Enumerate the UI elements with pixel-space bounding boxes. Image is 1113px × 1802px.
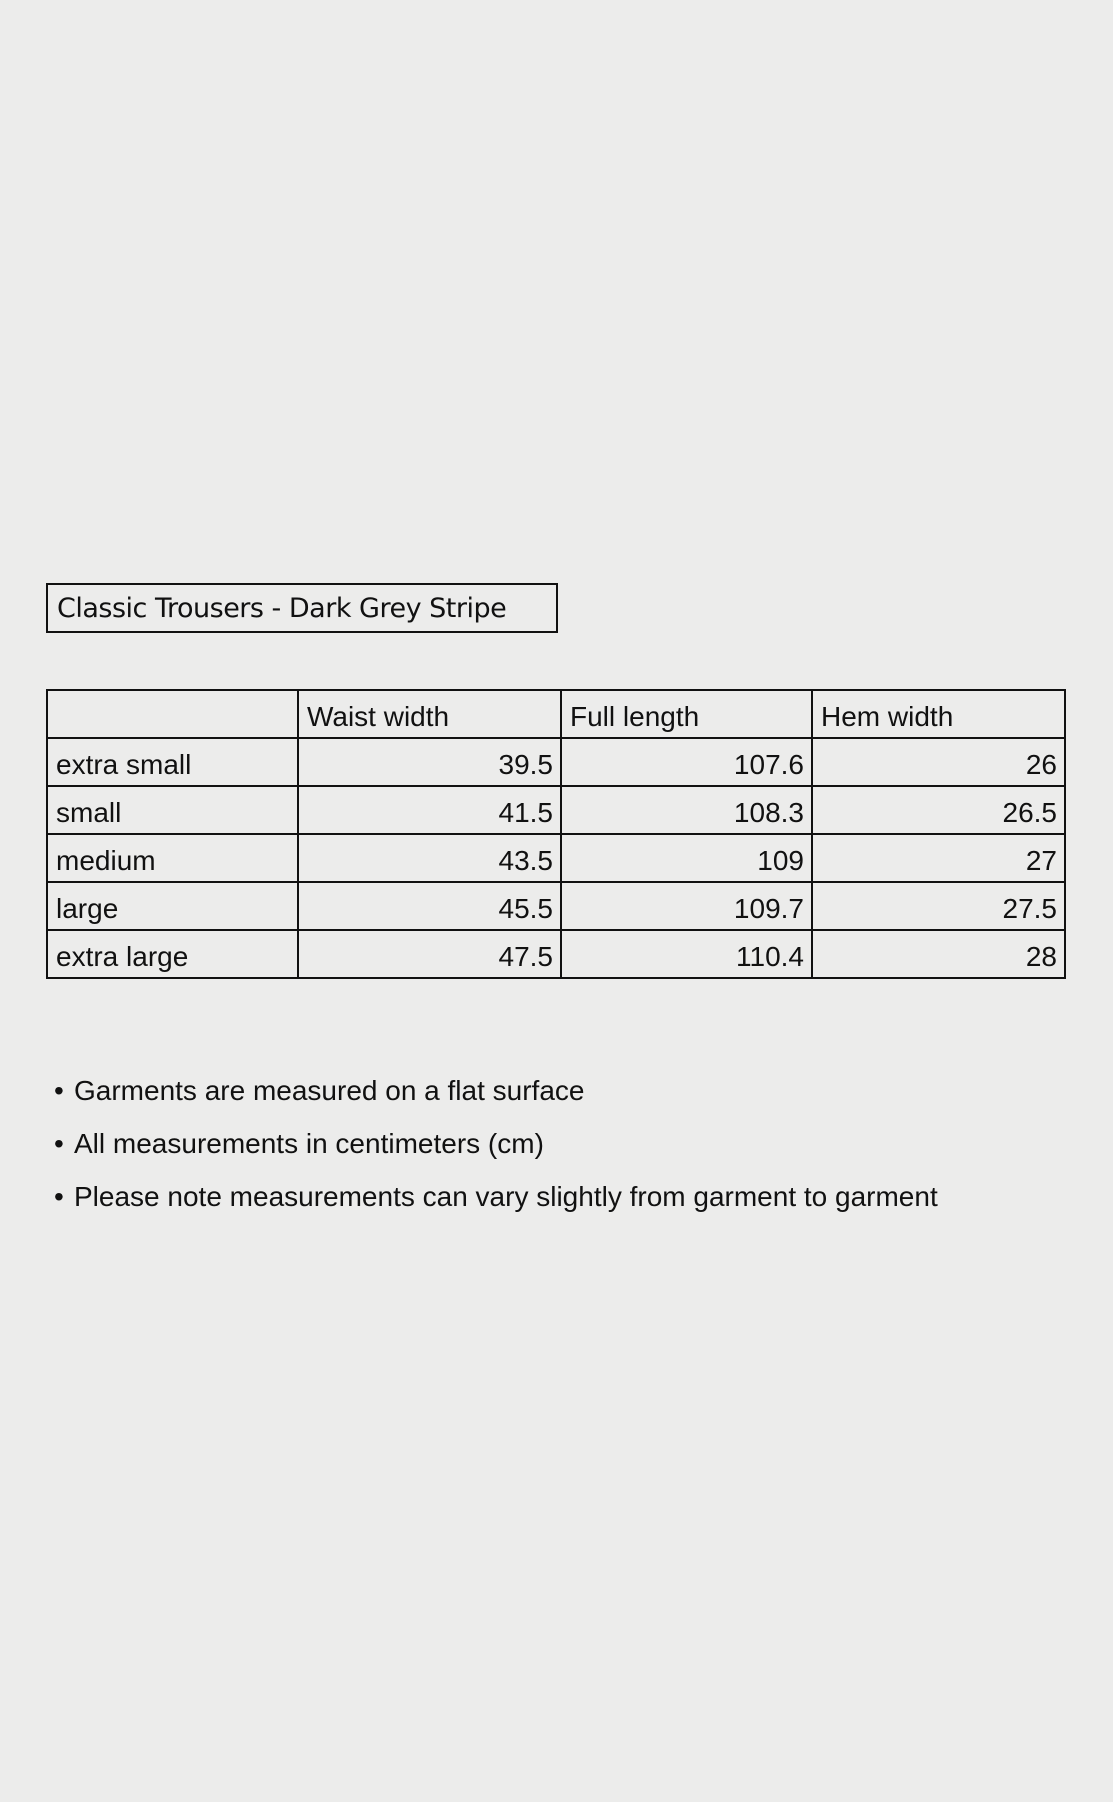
header-full-length: Full length	[561, 690, 812, 738]
bullet-icon: •	[54, 1075, 64, 1106]
table-row	[47, 786, 1065, 834]
size-label: extra small	[47, 738, 298, 786]
size-label: extra large	[47, 930, 298, 978]
hem-value: 26	[812, 738, 1065, 786]
header-waist-width: Waist width	[298, 690, 561, 738]
bullet-icon: •	[54, 1181, 64, 1212]
list-item	[54, 1066, 938, 1119]
table-row	[47, 882, 1065, 930]
header-row	[47, 690, 1065, 738]
header-hem-width: Hem width	[812, 690, 1065, 738]
note-text: Garments are measured on a flat surface	[74, 1075, 585, 1106]
hem-value: 28	[812, 930, 1065, 978]
length-value: 109	[561, 834, 812, 882]
length-value: 107.6	[561, 738, 812, 786]
measurement-notes	[54, 1066, 938, 1225]
waist-value: 45.5	[298, 882, 561, 930]
size-chart-table	[46, 689, 1066, 979]
table-row	[47, 738, 1065, 786]
size-label: small	[47, 786, 298, 834]
waist-value: 39.5	[298, 738, 561, 786]
header-size	[47, 690, 298, 738]
bullet-icon: •	[54, 1128, 64, 1159]
length-value: 108.3	[561, 786, 812, 834]
hem-value: 27	[812, 834, 1065, 882]
waist-value: 41.5	[298, 786, 561, 834]
note-text: Please note measurements can vary slightly from garment to garment	[74, 1181, 938, 1212]
size-label: large	[47, 882, 298, 930]
waist-value: 43.5	[298, 834, 561, 882]
size-label: medium	[47, 834, 298, 882]
note-text: All measurements in centimeters (cm)	[74, 1128, 544, 1159]
waist-value: 47.5	[298, 930, 561, 978]
list-item	[54, 1172, 938, 1225]
length-value: 110.4	[561, 930, 812, 978]
table-row	[47, 834, 1065, 882]
product-title: Classic Trousers - Dark Grey Stripe	[46, 583, 558, 633]
hem-value: 27.5	[812, 882, 1065, 930]
list-item	[54, 1119, 938, 1172]
hem-value: 26.5	[812, 786, 1065, 834]
table-row	[47, 930, 1065, 978]
length-value: 109.7	[561, 882, 812, 930]
